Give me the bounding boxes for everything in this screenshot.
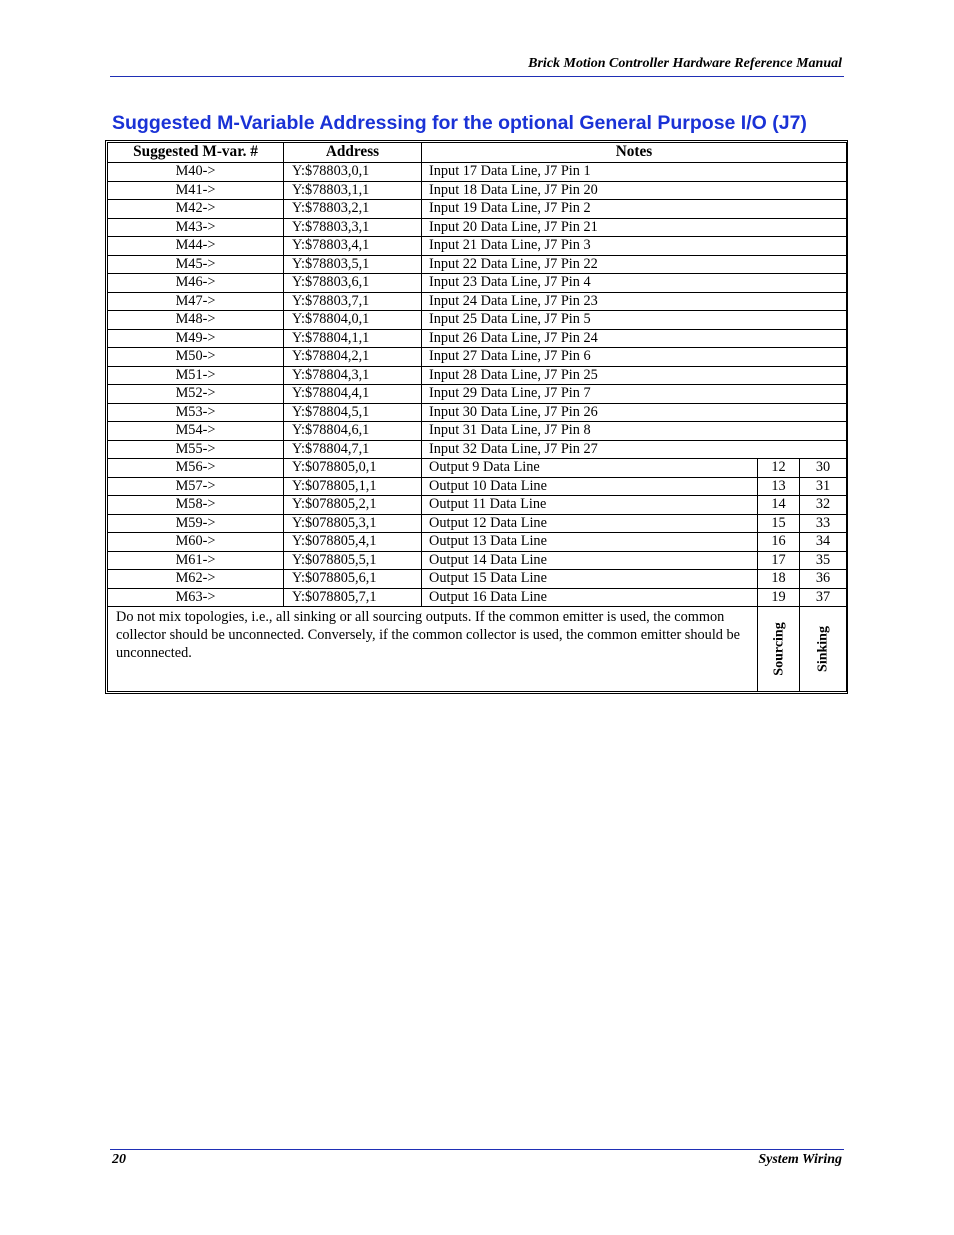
- header-divider: [110, 76, 844, 77]
- mvar-cell: M53->: [108, 403, 284, 422]
- notes-cell: Output 11 Data Line: [422, 496, 758, 515]
- sourcing-pin-cell: 13: [758, 477, 800, 496]
- notes-cell: Output 14 Data Line: [422, 551, 758, 570]
- address-cell: Y:$078805,0,1: [284, 459, 422, 478]
- table-row: [108, 514, 847, 533]
- sourcing-pin-cell: 18: [758, 570, 800, 589]
- topology-note: Do not mix topologies, i.e., all sinking or all sourcing outputs. If the common emitter is used, the common collector should be unconnected. Conversely, if the common collector is used, the common emitter should be unconnected.: [108, 607, 758, 692]
- notes-cell: Input 26 Data Line, J7 Pin 24: [422, 329, 847, 348]
- sinking-label: Sinking: [815, 626, 831, 672]
- notes-cell: Input 28 Data Line, J7 Pin 25: [422, 366, 847, 385]
- mvar-cell: M50->: [108, 348, 284, 367]
- notes-cell: Input 19 Data Line, J7 Pin 2: [422, 200, 847, 219]
- sourcing-pin-cell: 15: [758, 514, 800, 533]
- address-cell: Y:$078805,3,1: [284, 514, 422, 533]
- address-cell: Y:$078805,5,1: [284, 551, 422, 570]
- address-cell: Y:$78804,4,1: [284, 385, 422, 404]
- mvar-cell: M41->: [108, 181, 284, 200]
- table-row: [108, 496, 847, 515]
- address-cell: Y:$078805,7,1: [284, 588, 422, 607]
- address-cell: Y:$78803,1,1: [284, 181, 422, 200]
- mvar-cell: M61->: [108, 551, 284, 570]
- address-cell: Y:$78804,5,1: [284, 403, 422, 422]
- table-row: [108, 533, 847, 552]
- table-row: [108, 570, 847, 589]
- notes-cell: Input 31 Data Line, J7 Pin 8: [422, 422, 847, 441]
- notes-cell: Input 17 Data Line, J7 Pin 1: [422, 163, 847, 182]
- mvar-cell: M54->: [108, 422, 284, 441]
- notes-cell: Input 29 Data Line, J7 Pin 7: [422, 385, 847, 404]
- address-cell: Y:$78803,3,1: [284, 218, 422, 237]
- table-row: [108, 588, 847, 607]
- running-header: Brick Motion Controller Hardware Reference Manual: [528, 56, 842, 71]
- sinking-pin-cell: 30: [800, 459, 847, 478]
- table-row: [108, 311, 847, 330]
- table-row: [108, 181, 847, 200]
- mvar-cell: M63->: [108, 588, 284, 607]
- table-row: [108, 200, 847, 219]
- notes-cell: Input 20 Data Line, J7 Pin 21: [422, 218, 847, 237]
- table-row: [108, 255, 847, 274]
- m-variable-table: [107, 142, 847, 692]
- sinking-pin-cell: 33: [800, 514, 847, 533]
- sinking-pin-cell: 32: [800, 496, 847, 515]
- notes-cell: Output 10 Data Line: [422, 477, 758, 496]
- address-cell: Y:$78803,4,1: [284, 237, 422, 256]
- notes-cell: Output 16 Data Line: [422, 588, 758, 607]
- sourcing-pin-cell: 17: [758, 551, 800, 570]
- notes-cell: Output 12 Data Line: [422, 514, 758, 533]
- mvar-cell: M48->: [108, 311, 284, 330]
- mvar-cell: M60->: [108, 533, 284, 552]
- table-row: [108, 237, 847, 256]
- mvar-cell: M49->: [108, 329, 284, 348]
- sourcing-pin-cell: 19: [758, 588, 800, 607]
- address-cell: Y:$78803,2,1: [284, 200, 422, 219]
- footer-section-title: System Wiring: [758, 1152, 842, 1167]
- address-cell: Y:$078805,6,1: [284, 570, 422, 589]
- sourcing-header-cell: [758, 607, 800, 692]
- address-cell: Y:$78804,6,1: [284, 422, 422, 441]
- mvar-cell: M43->: [108, 218, 284, 237]
- mvar-cell: M46->: [108, 274, 284, 293]
- table-row: [108, 385, 847, 404]
- sourcing-label: Sourcing: [770, 622, 786, 676]
- mvar-cell: M56->: [108, 459, 284, 478]
- sourcing-pin-cell: 14: [758, 496, 800, 515]
- address-cell: Y:$078805,4,1: [284, 533, 422, 552]
- sinking-pin-cell: 35: [800, 551, 847, 570]
- m-variable-table-frame: [105, 140, 848, 694]
- mvar-cell: M44->: [108, 237, 284, 256]
- section-heading: Suggested M-Variable Addressing for the optional General Purpose I/O (J7): [112, 112, 807, 134]
- sinking-pin-cell: 34: [800, 533, 847, 552]
- mvar-cell: M57->: [108, 477, 284, 496]
- mvar-cell: M42->: [108, 200, 284, 219]
- table-row: [108, 292, 847, 311]
- address-cell: Y:$78803,0,1: [284, 163, 422, 182]
- mvar-cell: M40->: [108, 163, 284, 182]
- table-row: [108, 329, 847, 348]
- notes-cell: Input 25 Data Line, J7 Pin 5: [422, 311, 847, 330]
- notes-cell: Input 18 Data Line, J7 Pin 20: [422, 181, 847, 200]
- address-cell: Y:$078805,1,1: [284, 477, 422, 496]
- notes-cell: Input 21 Data Line, J7 Pin 3: [422, 237, 847, 256]
- table-row: [108, 163, 847, 182]
- notes-cell: Input 32 Data Line, J7 Pin 27: [422, 440, 847, 459]
- footer-divider: [110, 1149, 844, 1150]
- table-header-row: [108, 143, 847, 163]
- table-footer-row: [108, 607, 847, 692]
- column-header-address: Address: [284, 143, 422, 163]
- column-header-notes: Notes: [422, 143, 847, 163]
- notes-cell: Output 9 Data Line: [422, 459, 758, 478]
- notes-cell: Input 24 Data Line, J7 Pin 23: [422, 292, 847, 311]
- sourcing-pin-cell: 16: [758, 533, 800, 552]
- sinking-pin-cell: 36: [800, 570, 847, 589]
- table-row: [108, 348, 847, 367]
- table-row: [108, 551, 847, 570]
- notes-cell: Output 15 Data Line: [422, 570, 758, 589]
- sourcing-pin-cell: 12: [758, 459, 800, 478]
- mvar-cell: M58->: [108, 496, 284, 515]
- address-cell: Y:$78803,6,1: [284, 274, 422, 293]
- table-row: [108, 274, 847, 293]
- mvar-cell: M47->: [108, 292, 284, 311]
- address-cell: Y:$78804,0,1: [284, 311, 422, 330]
- table-body: [108, 163, 847, 607]
- table-row: [108, 366, 847, 385]
- address-cell: Y:$078805,2,1: [284, 496, 422, 515]
- notes-cell: Input 23 Data Line, J7 Pin 4: [422, 274, 847, 293]
- sinking-header-cell: [800, 607, 847, 692]
- address-cell: Y:$78803,5,1: [284, 255, 422, 274]
- table-row: [108, 218, 847, 237]
- column-header-mvar: Suggested M-var. #: [108, 143, 284, 163]
- mvar-cell: M52->: [108, 385, 284, 404]
- mvar-cell: M62->: [108, 570, 284, 589]
- sinking-pin-cell: 37: [800, 588, 847, 607]
- table-row: [108, 403, 847, 422]
- table-row: [108, 440, 847, 459]
- mvar-cell: M55->: [108, 440, 284, 459]
- mvar-cell: M45->: [108, 255, 284, 274]
- address-cell: Y:$78804,3,1: [284, 366, 422, 385]
- mvar-cell: M59->: [108, 514, 284, 533]
- page-number: 20: [112, 1152, 126, 1167]
- address-cell: Y:$78804,2,1: [284, 348, 422, 367]
- address-cell: Y:$78804,7,1: [284, 440, 422, 459]
- table-row: [108, 477, 847, 496]
- notes-cell: Input 30 Data Line, J7 Pin 26: [422, 403, 847, 422]
- table-row: [108, 422, 847, 441]
- notes-cell: Output 13 Data Line: [422, 533, 758, 552]
- sinking-pin-cell: 31: [800, 477, 847, 496]
- address-cell: Y:$78804,1,1: [284, 329, 422, 348]
- notes-cell: Input 22 Data Line, J7 Pin 22: [422, 255, 847, 274]
- notes-cell: Input 27 Data Line, J7 Pin 6: [422, 348, 847, 367]
- table-row: [108, 459, 847, 478]
- address-cell: Y:$78803,7,1: [284, 292, 422, 311]
- mvar-cell: M51->: [108, 366, 284, 385]
